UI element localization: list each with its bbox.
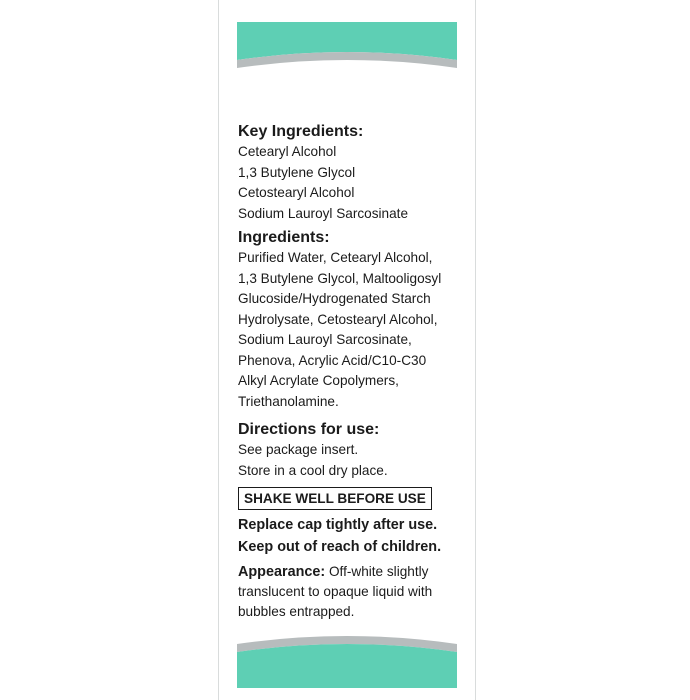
- key-ingredient-item: Cetearyl Alcohol: [238, 144, 337, 159]
- ingredients-line: Alkyl Acrylate Copolymers,: [238, 373, 399, 388]
- key-ingredient-item: Cetostearyl Alcohol: [238, 185, 355, 200]
- bottom-accent-band: [219, 628, 475, 688]
- directions-line: Store in a cool dry place.: [238, 462, 388, 478]
- caution-line: Keep out of reach of children.: [238, 539, 442, 555]
- bottom-teal-shape: [237, 644, 457, 688]
- ingredients-line: Sodium Lauroyl Sarcosinate,: [238, 332, 412, 347]
- key-ingredients-heading: Key Ingredients:: [238, 123, 364, 140]
- shake-well-warning-box: SHAKE WELL BEFORE USE: [238, 487, 432, 510]
- appearance-label: Appearance:: [238, 564, 326, 580]
- directions-heading: Directions for use:: [238, 421, 380, 438]
- appearance-line: Off-white slightly: [325, 564, 429, 579]
- caution-line: Replace cap tightly after use.: [238, 517, 438, 533]
- ingredients-line: Phenova, Acrylic Acid/C10-C30: [238, 352, 427, 368]
- appearance-line: bubbles entrapped.: [238, 604, 355, 619]
- top-accent-band: [219, 22, 475, 70]
- ingredients-heading: Ingredients:: [238, 229, 330, 246]
- ingredients-line: 1,3 Butylene Glycol, Maltooligosyl: [238, 270, 442, 286]
- directions-line: See package insert.: [238, 442, 359, 457]
- label-text-content: [238, 122, 468, 622]
- ingredients-line: Purified Water, Cetearyl Alcohol,: [238, 250, 433, 265]
- ingredients-line: Hydrolysate, Cetostearyl Alcohol,: [238, 311, 438, 327]
- ingredients-line: Triethanolamine.: [238, 393, 339, 409]
- appearance-line: translucent to opaque liquid with: [238, 584, 433, 599]
- key-ingredient-item: Sodium Lauroyl Sarcosinate: [238, 205, 409, 221]
- key-ingredient-item: 1,3 Butylene Glycol: [238, 164, 356, 180]
- appearance-text: [238, 562, 468, 622]
- ingredients-line: Glucoside/Hydrogenated Starch: [238, 291, 431, 306]
